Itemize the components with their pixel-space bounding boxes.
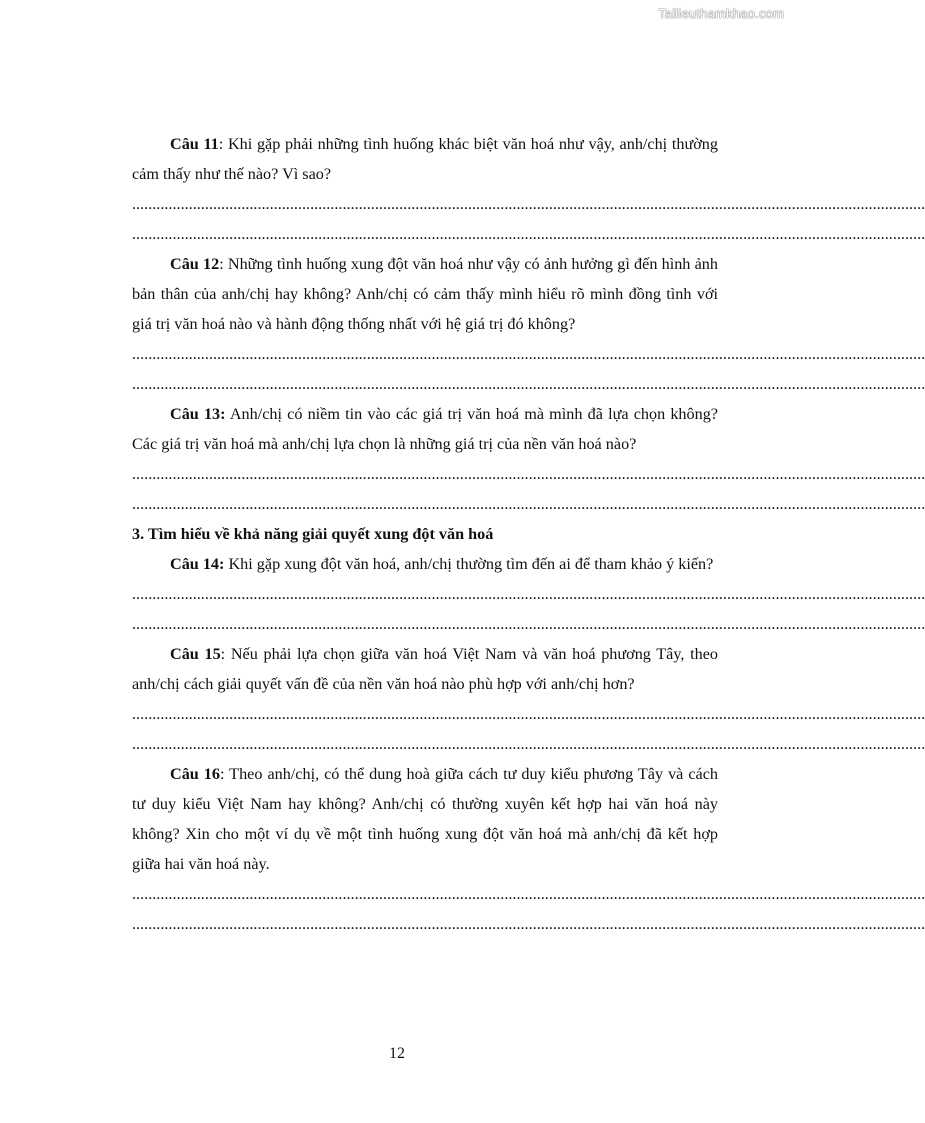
- answer-line: ....................................................................................................................................................................................................: [132, 735, 925, 753]
- question-text: Anh/chị có niềm tin vào các giá trị văn hoá mà mình đã lựa chọn không? Các giá trị văn hoá mà anh/chị lựa chọn là những giá trị của nền văn hoá nào?: [132, 405, 718, 453]
- question-text: : Theo anh/chị, có thể dung hoà giữa cách tư duy kiểu phương Tây và cách tư duy kiểu Việt Nam hay không? Anh/chị có thường xuyên kết hợp hai văn hoá này không? Xin cho một ví dụ về một tình huống xung đột văn hoá mà anh/chị đã kết hợp giữa hai văn hoá này.: [132, 765, 718, 873]
- watermark: Tailieuthamkhao.com: [658, 6, 784, 21]
- answer-line: ....................................................................................................................................................................................................: [132, 495, 925, 513]
- question-16: [132, 759, 718, 879]
- answer-line: ....................................................................................................................................................................................................: [132, 915, 925, 933]
- answer-line: ....................................................................................................................................................................................................: [132, 465, 925, 483]
- answer-line: ....................................................................................................................................................................................................: [132, 585, 925, 603]
- question-label: Câu 14:: [170, 555, 225, 573]
- answer-line: ....................................................................................................................................................................................................: [132, 375, 925, 393]
- question-label: Câu 15: [170, 645, 221, 663]
- page-number: 12: [389, 1045, 405, 1062]
- answer-line: ....................................................................................................................................................................................................: [132, 225, 925, 243]
- question-text: : Khi gặp phải những tình huống khác biệt văn hoá như vậy, anh/chị thường cảm thấy như thế nào? Vì sao?: [132, 135, 718, 183]
- question-15: [132, 639, 718, 699]
- question-label: Câu 12: [170, 255, 220, 273]
- question-text: : Những tình huống xung đột văn hoá như vậy có ảnh hưởng gì đến hình ảnh bản thân của anh/chị hay không? Anh/chị có cảm thấy mình hiểu rõ mình đồng tình với giá trị văn hoá nào và hành động thống nhất với hệ giá trị đó không?: [132, 255, 718, 333]
- question-12: [132, 249, 718, 339]
- question-label: Câu 11: [170, 135, 219, 153]
- question-label: Câu 16: [170, 765, 220, 783]
- answer-line: ....................................................................................................................................................................................................: [132, 615, 925, 633]
- answer-line: ....................................................................................................................................................................................................: [132, 345, 925, 363]
- page-content: [132, 129, 925, 939]
- question-13: [132, 399, 718, 459]
- question-text: Khi gặp xung đột văn hoá, anh/chị thường tìm đến ai để tham khảo ý kiến?: [224, 555, 714, 573]
- question-label: Câu 13:: [170, 405, 226, 423]
- question-text: : Nếu phải lựa chọn giữa văn hoá Việt Nam và văn hoá phương Tây, theo anh/chị cách giải quyết vấn đề của nền văn hoá nào phù hợp với anh/chị hơn?: [132, 645, 719, 693]
- question-11: [132, 129, 718, 189]
- answer-line: ....................................................................................................................................................................................................: [132, 195, 925, 213]
- question-14: [132, 549, 718, 579]
- answer-line: ....................................................................................................................................................................................................: [132, 885, 925, 903]
- answer-line: ....................................................................................................................................................................................................: [132, 705, 925, 723]
- section-title: 3. Tìm hiểu về khả năng giải quyết xung đột văn hoá: [132, 525, 494, 543]
